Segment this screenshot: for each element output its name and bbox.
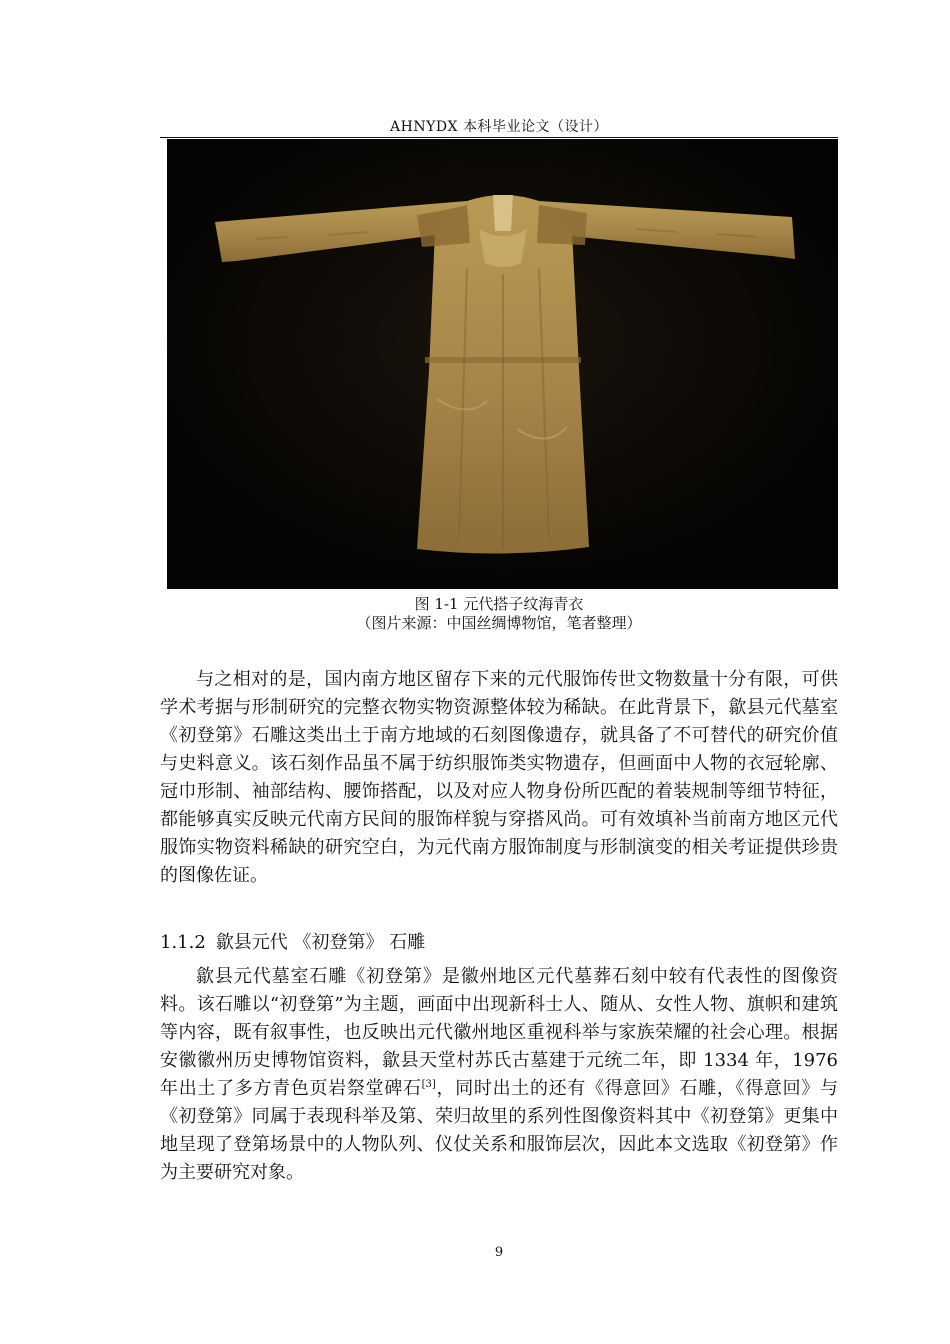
page-number: 9 (494, 1245, 504, 1260)
section-title: 歙县元代 《初登第》 石雕 (215, 932, 426, 953)
body-paragraph-1: 与之相对的是，国内南方地区留存下来的元代服饰传世文物数量十分有限，可供学术考据与形制研究的完整衣物实物资源整体较为稀缺。在此背景下，歙县元代墓室《初登第》石雕这类出土于南方地域的石刻图像遗存，就具备了不可替代的研究价值与史料意义。该石刻作品虽不属于纺织服饰类实物遗存，但画面中人物的衣冠轮廓、冠巾形制、袖部结构、腰饰搭配，以及对应人物身份所匹配的着装规制等细节特征，都能够真实反映元代南方民间的服饰样貌与穿搭风尚。可有效填补当前南方地区元代服饰实物资料稀缺的研究空白，为元代南方服饰制度与形制演变的相关考证提供珍贵的图像佐证。 (160, 669, 838, 886)
body-paragraph-2 (160, 963, 838, 1187)
header-rule (160, 137, 838, 138)
paragraph2-text-b: ，同时出土的还有《得意回》石雕，《得意回》与《初登第》同属于表现科举及第、荣归故里的系列性图像资料其中《初登第》更集中地呈现了登第场景中的人物队列、仪仗关系和服饰层次，因此本文选取《初登第》作为主要研究对象。 (160, 1078, 838, 1183)
robe-illustration (167, 139, 838, 589)
paragraph2-text-a: 歙县元代墓室石雕《初登第》是徽州地区元代墓葬石刻中较有代表性的图像资料。该石雕以“初登第”为主题，画面中出现新科士人、随从、女性人物、旗帜和建筑等内容，既有叙事性，也反映出元代徽州地区重视科举与家族荣耀的社会心理。根据安徽徽州历史博物馆资料，歙县天堂村苏氏古墓建于元统二年，即 1334 年，1976 年出土了多方青色页岩祭堂碑石 (160, 966, 838, 1099)
page-header: AHNYDX 本科毕业论文（设计） (390, 119, 608, 135)
figure-source: （图片来源：中国丝绸博物馆，笔者整理） (356, 614, 642, 632)
robe-photo (167, 139, 838, 589)
figure-caption: 图 1-1 元代搭子纹海青衣 (414, 595, 584, 613)
citation-3[interactable]: [3] (421, 1079, 436, 1090)
section-number: 1.1.2 (160, 932, 206, 953)
section-heading (160, 929, 425, 957)
